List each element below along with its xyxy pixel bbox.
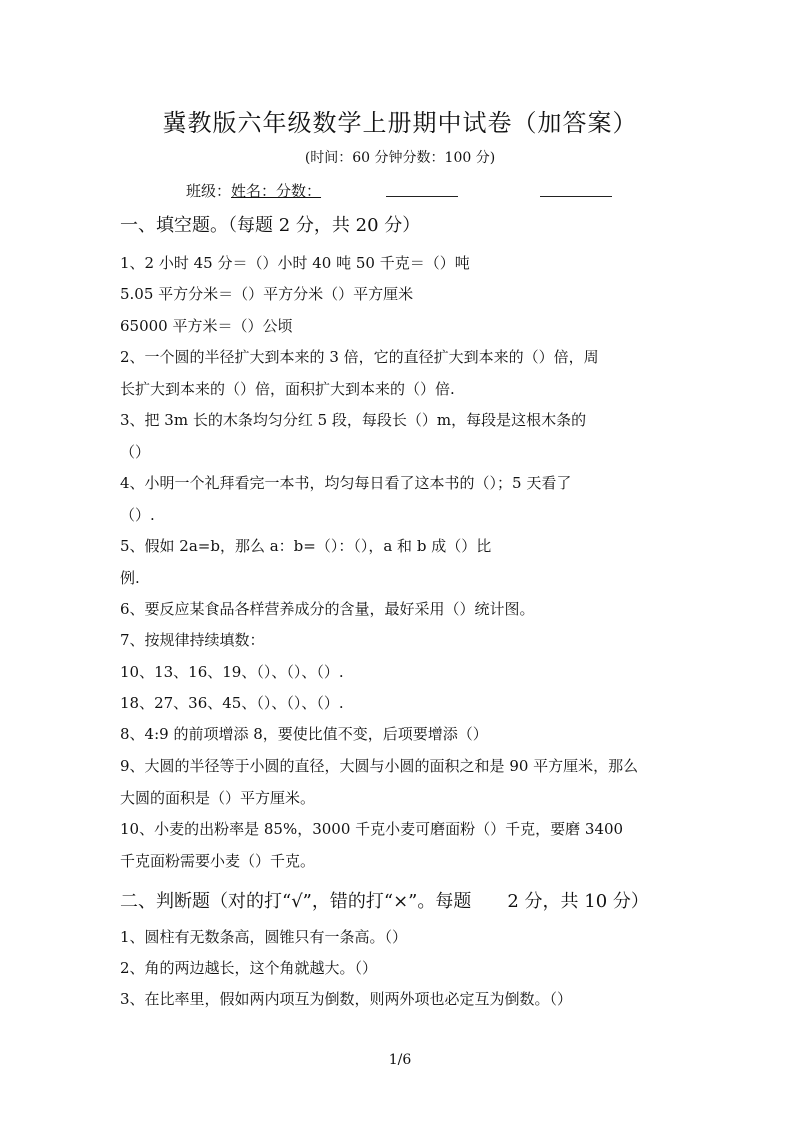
class-label: 班级： <box>186 182 232 200</box>
exam-time-score: (时间：60 分钟分数：100 分) <box>304 150 496 166</box>
question-line: 8、4:9 的前项增添 8，要使比值不变，后项要增添（） <box>120 725 488 743</box>
question-line: 5、假如 2a=b，那么 a：b=（）：（），a 和 b 成（）比 <box>120 537 492 555</box>
question-line: 6、要反应某食品各样营养成分的含量，最好采用（）统计图。 <box>120 600 535 618</box>
question-line: 7、按规律持续填数： <box>120 631 265 649</box>
question-line: 3、把 3m 长的木条均匀分红 5 段，每段长（）m，每段是这根木条的 <box>120 411 587 429</box>
question-line: 1、圆柱有无数条高，圆锥只有一条高。（） <box>120 928 408 946</box>
question-line: 9、大圆的半径等于小圆的直径，大圆与小圆的面积之和是 90 平方厘米，那么 <box>120 757 639 775</box>
question-line: 千克面粉需要小麦（）千克。 <box>120 852 316 870</box>
class-name-score-line <box>186 180 321 201</box>
answer-blank-1 <box>386 196 458 197</box>
question-line: 18、27、36、45、（）、（）、（）. <box>120 694 344 712</box>
question-line: 2、角的两边越长，这个角就越大。（） <box>120 959 378 977</box>
question-line: 10、小麦的出粉率是 85%，3000 千克小麦可磨面粉（）千克，要磨 3400 <box>120 820 624 838</box>
question-line: 4、小明一个礼拜看完一本书，均匀每日看了这本书的（）；5 天看了 <box>120 474 572 492</box>
question-line: 3、在比率里，假如两内项互为倒数，则两外项也必定互为倒数。（） <box>120 990 573 1008</box>
page-number: 1/6 <box>388 1052 412 1068</box>
question-line: 65000 平方米＝（）公顷 <box>120 317 293 335</box>
question-line: 2、一个圆的半径扩大到本来的 3 倍，它的直径扩大到本来的（）倍，周 <box>120 348 599 366</box>
question-line: （） <box>120 443 151 461</box>
question-line: 10、13、16、19、（）、（）、（）. <box>120 663 344 681</box>
question-line: 1、2 小时 45 分＝（）小时 40 吨 50 千克＝（）吨 <box>120 254 470 272</box>
question-line: （）. <box>120 506 155 524</box>
page-title: 冀教版六年级数学上册期中试卷（加答案） <box>162 109 638 137</box>
name-score-label: 姓名：分数： <box>231 182 322 200</box>
question-line: 长扩大到本来的（）倍，面积扩大到本来的（）倍. <box>120 380 455 398</box>
question-line: 例. <box>120 569 140 587</box>
section-heading-fill-in: 一、填空题。（每题 2 分，共 20 分） <box>120 215 421 236</box>
answer-blank-2 <box>540 196 612 197</box>
question-line: 大圆的面积是（）平方厘米。 <box>120 789 316 807</box>
section-heading-true-false: 二、判断题（对的打“√”，错的打“×”。每题 2 分，共 10 分） <box>120 891 649 912</box>
question-line: 5.05 平方分米＝（）平方分米（）平方厘米 <box>120 285 414 303</box>
